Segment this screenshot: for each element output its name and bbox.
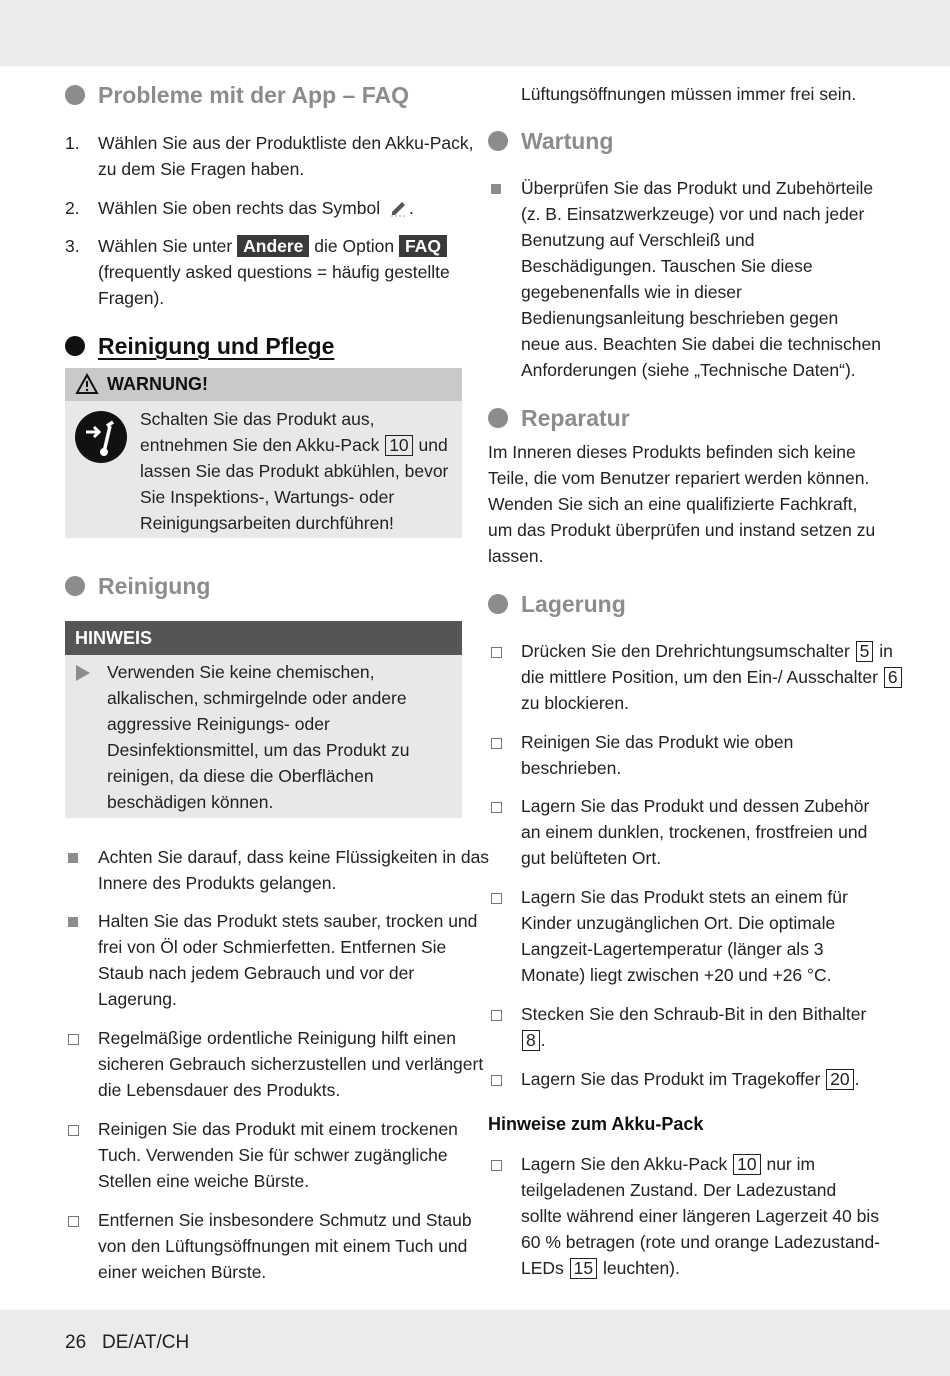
bullet-icon (488, 131, 508, 151)
ref-number: 5 (856, 641, 874, 662)
note-box (65, 621, 462, 818)
pencil-icon (389, 197, 409, 217)
list-item: Achten Sie darauf, dass keine Flüssigkeiten in das Innere des Produkts gelangen. (65, 844, 493, 896)
filled-square-icon (491, 184, 501, 194)
note-title: HINWEIS (65, 621, 462, 655)
storage-item: Lagern Sie das Produkt im Tragekoffer 20 . (488, 1066, 901, 1092)
warning-title: WARNUNG! (65, 368, 462, 401)
checkbox-square-icon (491, 738, 502, 749)
storage-heading: Lagerung (488, 589, 626, 619)
checkbox-square-icon (491, 1010, 502, 1021)
repair-heading: Reparatur (488, 403, 630, 433)
note-text: Verwenden Sie keine chemischen, alkalischen, schmirgelnde oder andere aggressive Reinigungs- oder Desinfektionsmittel, um das Produkt zu reinigen, da diese die Oberflächen beschädigen können. (107, 662, 410, 812)
checkbox-square-icon (491, 1160, 502, 1171)
continued-text: Lüftungsöffnungen müssen immer frei sein. (521, 84, 857, 104)
andere-label: Andere (237, 235, 309, 257)
warning-triangle-icon (75, 373, 99, 395)
checkbox-square-icon (491, 647, 502, 658)
checkbox-square-icon (68, 1216, 79, 1227)
bullet-icon (65, 576, 85, 596)
checkbox-square-icon (68, 1034, 79, 1045)
cleaning-heading: Reinigung (65, 571, 210, 601)
faq-label: FAQ (399, 235, 447, 257)
filled-square-icon (68, 853, 78, 863)
bullet-icon (65, 85, 85, 105)
warning-box (65, 368, 462, 538)
ref-number: 10 (385, 435, 412, 456)
maintenance-heading: Wartung (488, 126, 613, 156)
filled-square-icon (68, 917, 78, 927)
faq-step-1 (65, 130, 493, 182)
faq-step-3: 3. Wählen Sie unter Andere die Option FAQ (frequently asked questions = häufig gestellte Fragen). (65, 233, 493, 311)
faq-heading: Probleme mit der App – FAQ (65, 80, 409, 110)
care-heading: Reinigung und Pflege (65, 331, 334, 361)
bullet-icon (488, 408, 508, 428)
warning-text: Schalten Sie das Produkt aus, entnehmen Sie den Akku-Pack 10 und lassen Sie das Produkt abkühlen, bevor Sie Inspektions-, Wartungs- oder Reinigungsarbeiten durchführen! (140, 409, 449, 533)
checkbox-square-icon (491, 1075, 502, 1086)
battery-heading: Hinweise zum Akku-Pack (488, 1114, 704, 1134)
storage-item: Drücken Sie den Drehrichtungsumschalter 5 in die mittlere Position, um den Ein-/ Ausschalter 6 zu blockieren. (488, 638, 911, 716)
list-item: Reinigen Sie das Produkt mit einem trockenen Tuch. Verwenden Sie für schwer zugängliche Stellen eine weiche Bürste. (65, 1116, 493, 1194)
list-item: Halten Sie das Produkt stets sauber, trocken und frei von Öl oder Schmierfetten. Entfernen Sie Staub nach jedem Gebrauch und vor der Lagerung. (65, 908, 493, 1012)
repair-text: Im Inneren dieses Produkts befinden sich keine Teile, die vom Benutzer repariert werden können. Wenden Sie sich an eine qualifizierte Fachkraft, um das Produkt überprüfen und instand setzen zu lassen. (488, 442, 876, 566)
unplug-icon (74, 410, 128, 464)
checkbox-square-icon (491, 893, 502, 904)
ref-number: 15 (570, 1258, 597, 1279)
storage-item: Lagern Sie das Produkt stets an einem für Kinder unzugänglichen Ort. Die optimale Langzeit-Lagertemperatur (länger als 3 Monate) liegt zwischen +20 und +26 °C. (488, 884, 883, 988)
arrow-bullet-icon (75, 664, 91, 682)
page-footer (0, 1310, 950, 1376)
step-text: Wählen Sie aus der Produktliste den Akku-Pack, zu dem Sie Fragen haben. (98, 133, 474, 179)
storage-item: Lagern Sie das Produkt und dessen Zubehör an einem dunklen, trockenen, frostfreien und gut belüfteten Ort. (488, 793, 883, 871)
bullet-icon (65, 336, 85, 356)
storage-item: Stecken Sie den Schraub-Bit in den Bithalter 8 . (488, 1001, 881, 1053)
list-item: Entfernen Sie insbesondere Schmutz und Staub von den Lüftungsöffnungen mit einem Tuch und einer weichen Bürste. (65, 1207, 493, 1285)
storage-item: Reinigen Sie das Produkt wie oben beschrieben. (488, 729, 881, 781)
page-number: 26 DE/AT/CH (65, 1332, 190, 1353)
checkbox-square-icon (491, 802, 502, 813)
ref-number: 20 (826, 1069, 853, 1090)
step-text: Wählen Sie oben rechts das Symbol (98, 198, 381, 218)
step-number: 1. (65, 133, 80, 153)
list-item: Regelmäßige ordentliche Reinigung hilft einen sicheren Gebrauch sicherzustellen und verlängert die Lebensdauer des Produkts. (65, 1025, 493, 1103)
step-number: 2. (65, 198, 80, 218)
ref-number: 10 (733, 1154, 760, 1175)
ref-number: 8 (522, 1030, 540, 1051)
maintenance-item: Überprüfen Sie das Produkt und Zubehörteile (z. B. Einsatzwerkzeuge) vor und nach jeder Benutzung auf Verschleiß und Beschädigungen. Tauschen Sie diese gegebenenfalls wie in dieser Bedienungsanleitung beschrieben gegen neue aus. Beachten Sie dabei die technischen Anforderungen (siehe „Technische Daten“). (488, 175, 881, 383)
battery-item: Lagern Sie den Akku-Pack 10 nur im teilgeladenen Zustand. Der Ladezustand sollte während einer längeren Lagerzeit 40 bis 60 % betragen (rote und orange Ladezustand-LEDs 15 leuchten). (488, 1151, 881, 1281)
faq-step-2: 2. Wählen Sie oben rechts das Symbol . (65, 195, 493, 221)
page-header-band (0, 0, 950, 66)
ref-number: 6 (884, 667, 902, 688)
bullet-icon (488, 594, 508, 614)
checkbox-square-icon (68, 1125, 79, 1136)
step-number: 3. (65, 236, 80, 256)
